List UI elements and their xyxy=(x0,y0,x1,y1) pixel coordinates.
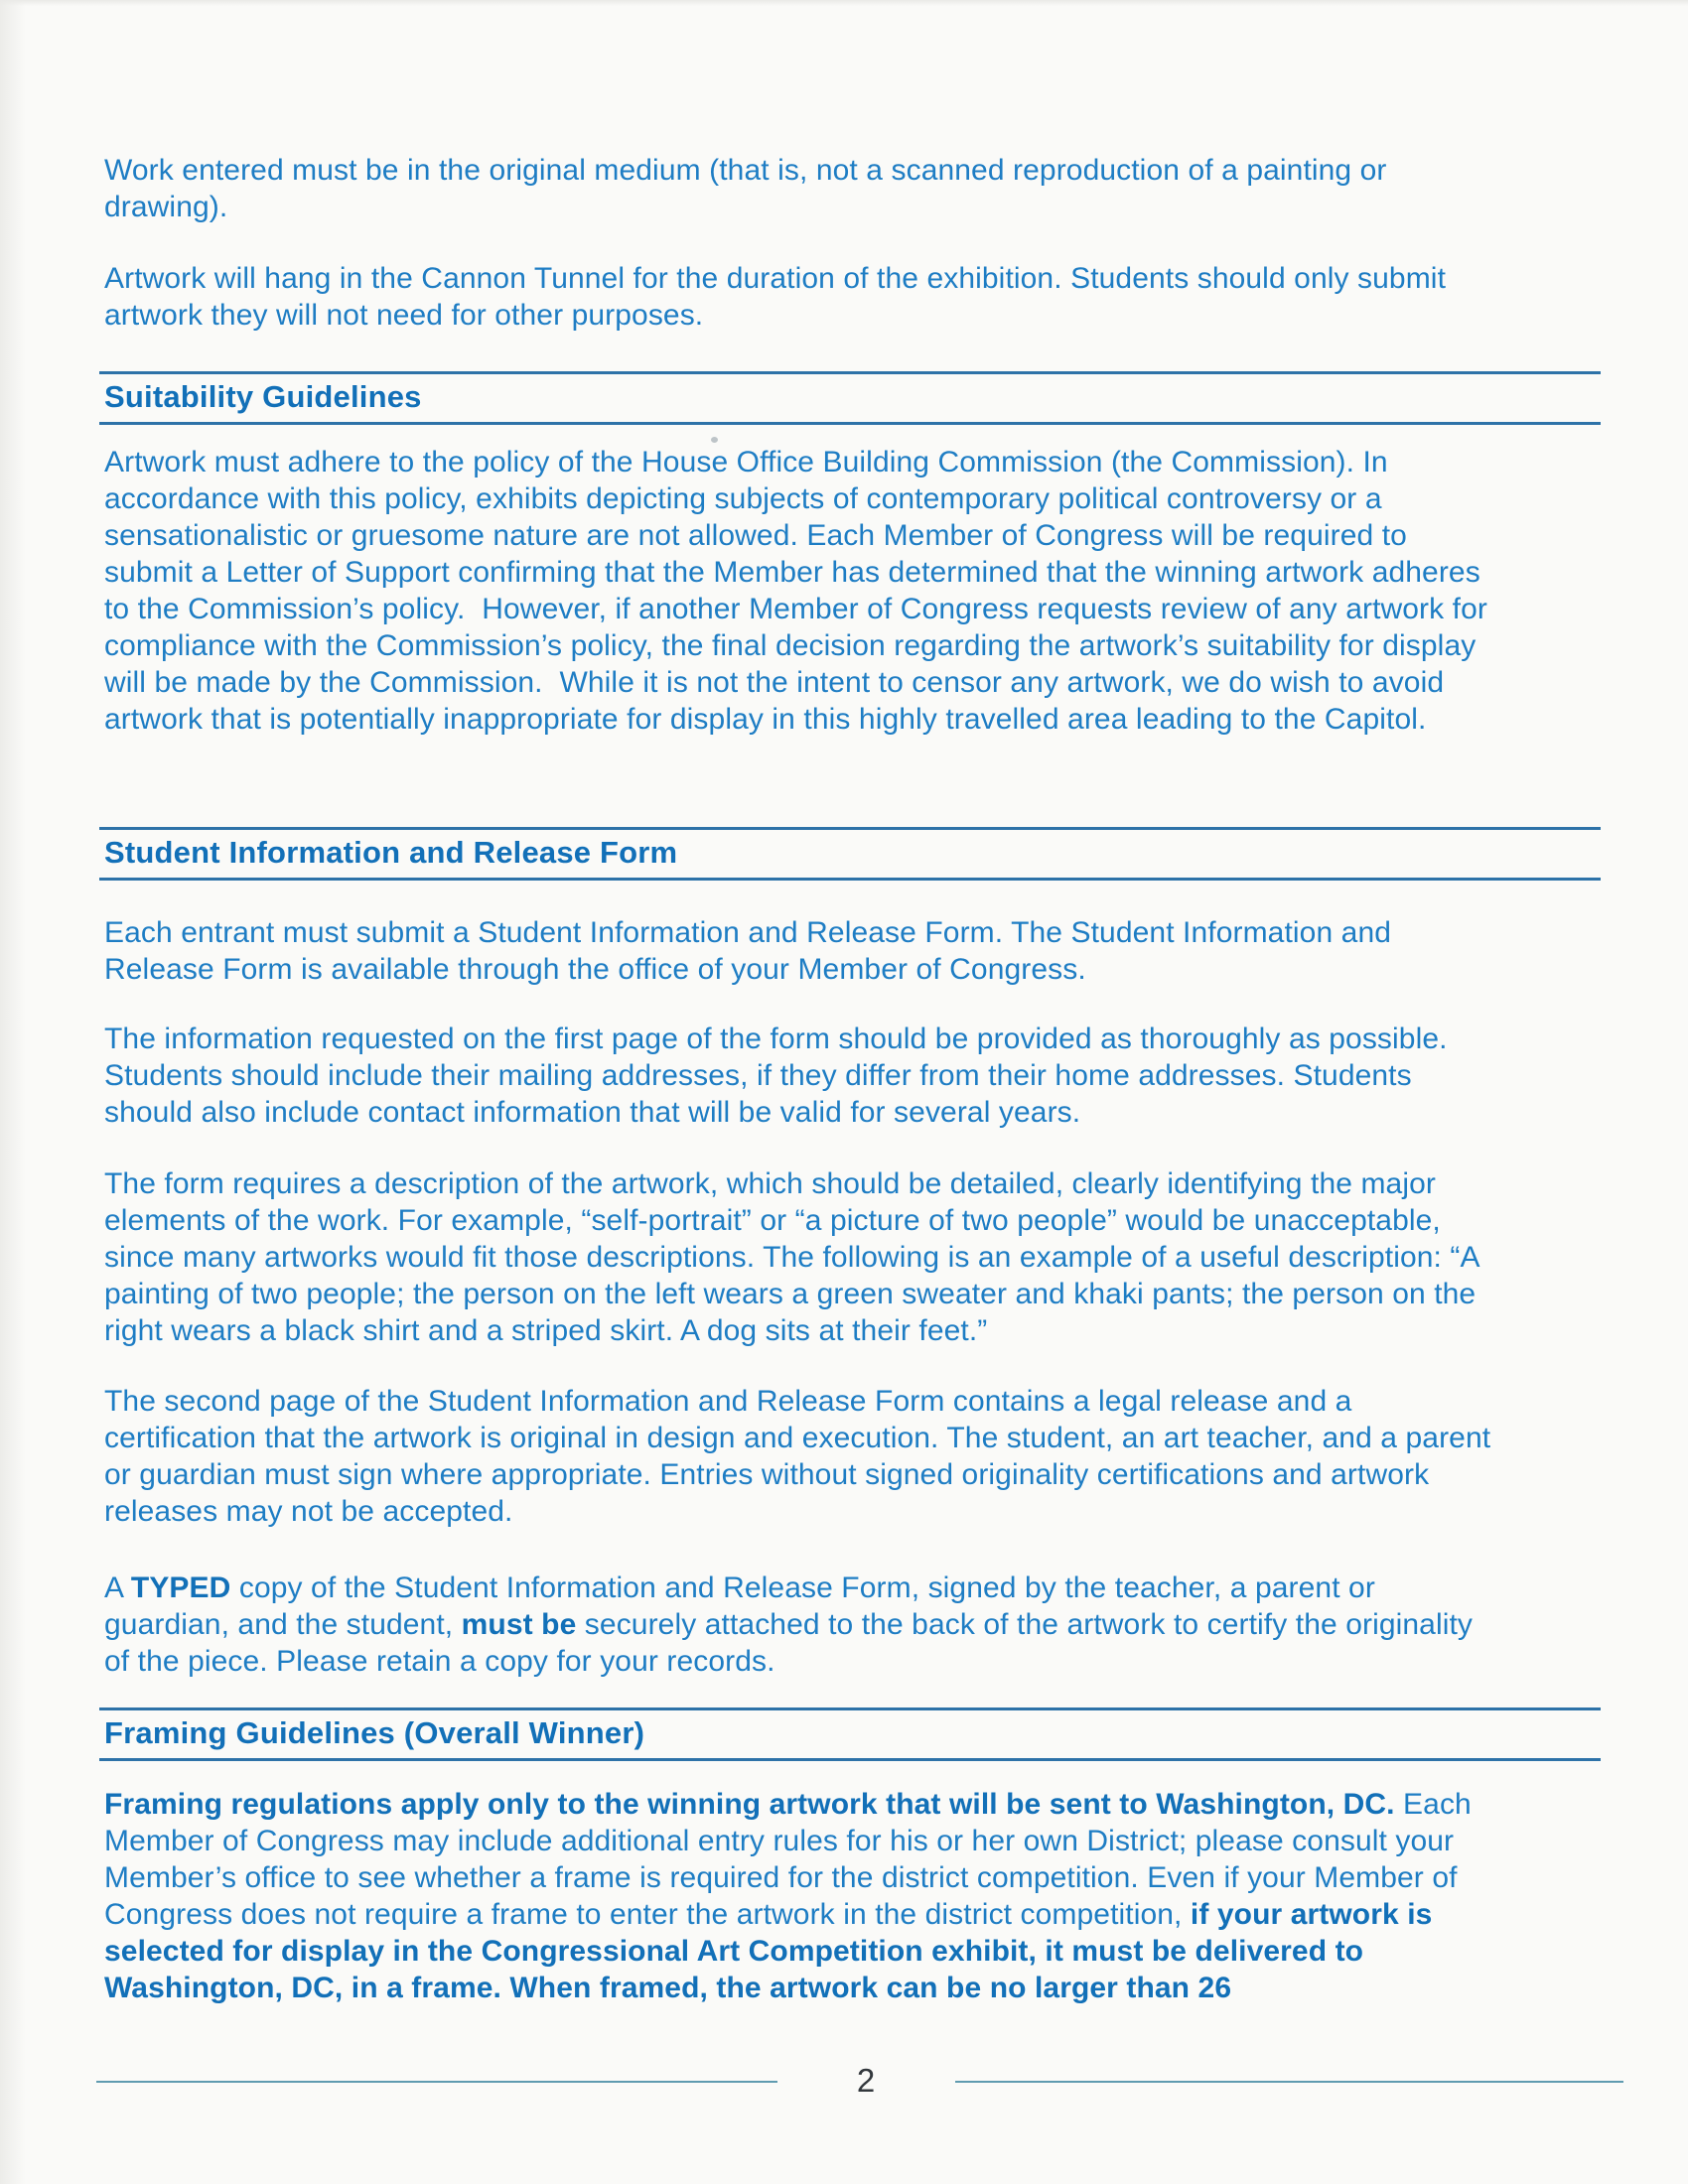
paragraph-typed-copy xyxy=(104,1570,1496,1680)
heading-student-information: Student Information and Release Form xyxy=(104,835,678,870)
scan-speck xyxy=(711,437,718,443)
framing-rules-bold-requirement: if your artwork is selected for display in the Congressional Art Competition exhibit, it must be delivered to Washington, DC, in a frame. When framed, the artwork can be no larger than 26 xyxy=(104,1898,1441,2004)
heading-suitability-guidelines: Suitability Guidelines xyxy=(104,379,422,414)
scan-edge-left xyxy=(0,0,26,2184)
typed-copy-seg5: securely attached to the back of the artwork to certify the originality of the piece. Please retain a copy for your records. xyxy=(104,1608,1481,1678)
heading-framing-guidelines: Framing Guidelines (Overall Winner) xyxy=(104,1715,645,1750)
section-heading-framing xyxy=(99,1707,1601,1761)
paragraph-cannon-tunnel: Artwork will hang in the Cannon Tunnel for the duration of the exhibition. Students should only submit artwork they will not need for other purposes. xyxy=(104,262,1455,332)
framing-rules-bold-intro: Framing regulations apply only to the winning artwork that will be sent to Washington, DC. xyxy=(104,1788,1395,1821)
paragraph-artwork-description: The form requires a description of the artwork, which should be detailed, clearly identifying the major elements of the work. For example, “self-portrait” or “a picture of two people” would be unacceptable, since many artworks would fit those descriptions. The following is an example of a useful description: “A painting of two people; the person on the left wears a green sweater and khaki pants; the person on the right wears a black shirt and a striped skirt. A dog sits at their feet.” xyxy=(104,1167,1487,1347)
footer-rule-left xyxy=(96,2081,777,2083)
typed-copy-seg1: A xyxy=(104,1571,131,1604)
section-heading-suitability xyxy=(99,371,1601,425)
typed-copy-bold-typed: TYPED xyxy=(130,1571,231,1604)
typed-copy-bold-must-be: must be xyxy=(461,1608,577,1641)
footer-rule-right xyxy=(955,2081,1623,2083)
paragraph-second-page: The second page of the Student Information and Release Form contains a legal release and a certification that the artwork is original in design and execution. The student, an art teacher, and a parent or guardian must sign where appropriate. Entries without signed originality certifications and artwork releases may not be accepted. xyxy=(104,1385,1499,1528)
paragraph-first-page-info: The information requested on the first page of the form should be provided as thoroughly as possible. Students should include their mailing addresses, if they differ from their home addresses. Students should also include contact information that will be valid for several years. xyxy=(104,1023,1457,1129)
paragraph-suitability-policy: Artwork must adhere to the policy of the House Office Building Commission (the Commission). In accordance with this policy, exhibits depicting subjects of contemporary political controversy or a sensationalistic or gruesome nature are not allowed. Each Member of Congress will be required to submit a Letter of Support confirming that the Member has determined that the winning artwork adheres to the Commission’s policy. However, if another Member of Congress requests review of any artwork for compliance with the Commission’s policy, the final decision regarding the artwork’s suitability for display will be made by the Commission. While it is not the intent to censor any artwork, we do wish to avoid artwork that is potentially inappropriate for display in this highly travelled area leading to the Capitol. xyxy=(104,446,1496,736)
scan-edge-top xyxy=(0,0,1688,6)
page-number: 2 xyxy=(856,2062,876,2099)
section-heading-student-info xyxy=(99,827,1601,881)
typed-copy-seg3: copy of the Student Information and Release Form, signed by the teacher, a parent or guardian, and the student, xyxy=(104,1571,1384,1641)
framing-rules-seg2: Each Member of Congress may include additional entry rules for his or her own District; please consult your Member’s office to see whether a frame is required for the district competition. Even if your Member of Congress does not require a frame to enter the artwork in the district competition, xyxy=(104,1788,1480,1931)
paragraph-original-medium: Work entered must be in the original medium (that is, not a scanned reproduction of a painting or drawing). xyxy=(104,154,1395,223)
paragraph-entrant-form: Each entrant must submit a Student Information and Release Form. The Student Information and Release Form is available through the office of your Member of Congress. xyxy=(104,916,1400,986)
paragraph-framing-rules xyxy=(104,1786,1496,2006)
